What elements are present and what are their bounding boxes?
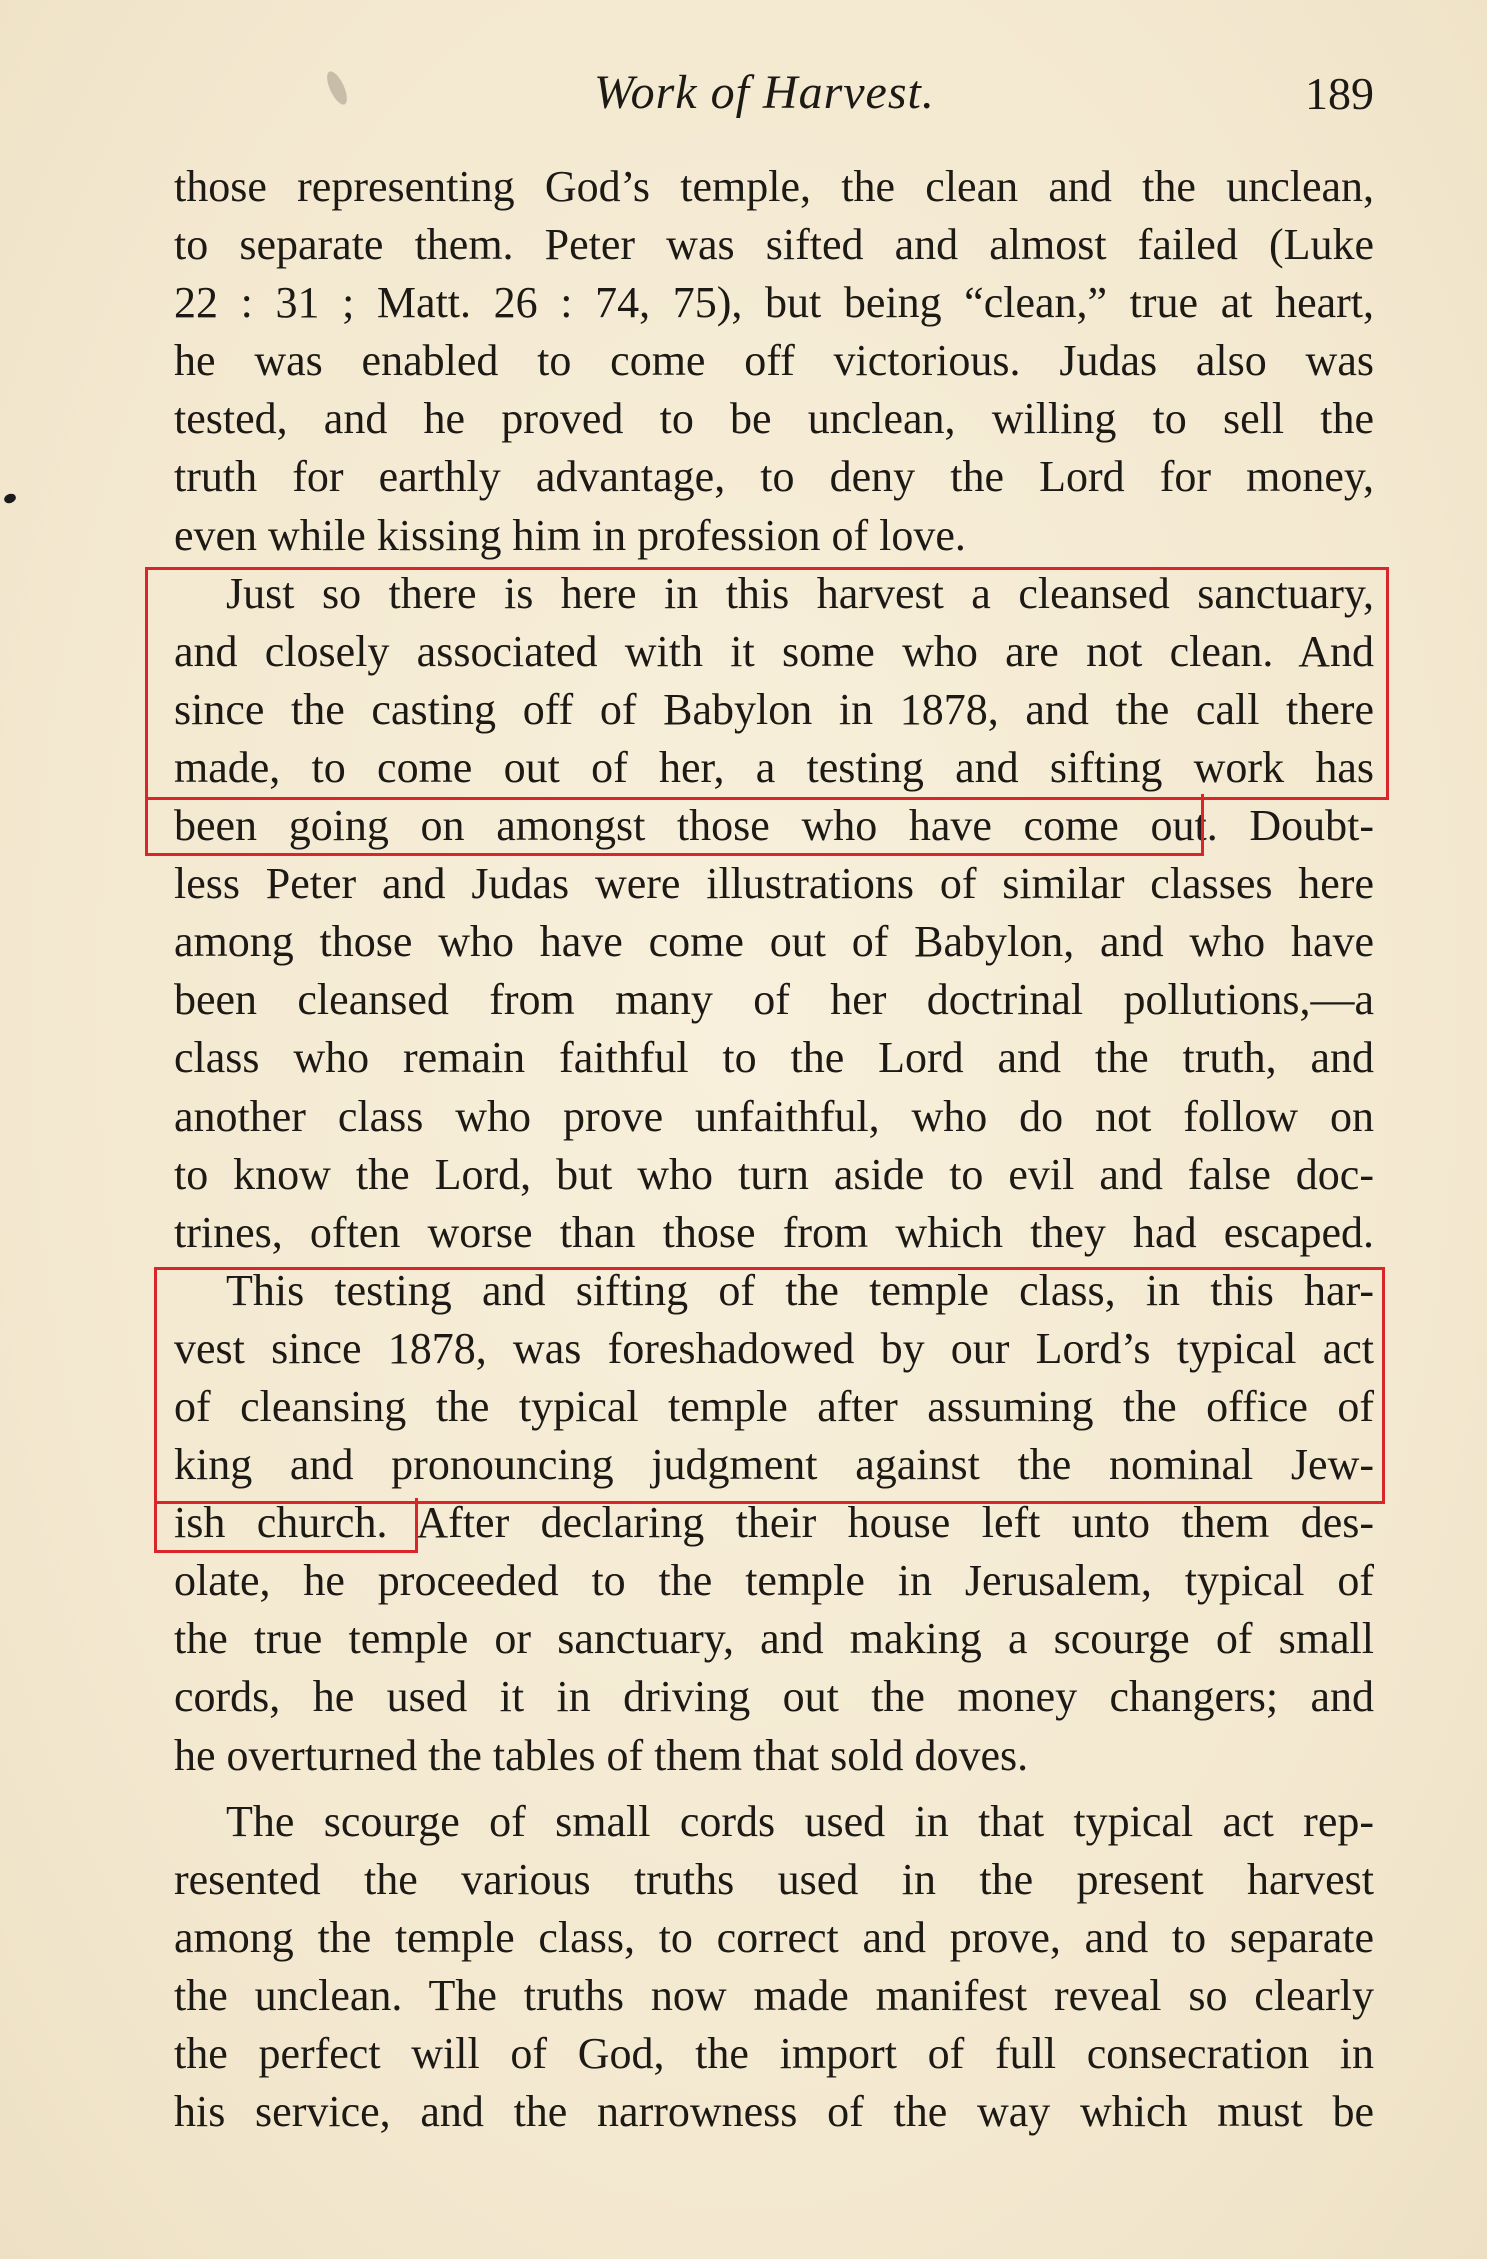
text-line: less Peter and Judas were illustrations of similar classes here [174, 859, 1374, 909]
text-line: made, to come out of her, a testing and sifting work has [174, 742, 1374, 792]
text-line: he overturned the tables of them that sold doves. [174, 1730, 1029, 1780]
text-line: to know the Lord, but who turn aside to evil and false doc- [174, 1149, 1374, 1199]
text-line: he was enabled to come off victorious. Judas also was [174, 336, 1374, 386]
text-line: those representing God’s temple, the clean and the unclean, [174, 162, 1374, 211]
text-line: ish church. After declaring their house left unto them des- [174, 1498, 1374, 1548]
text-line: trines, often worse than those from which they had escaped. [174, 1207, 1374, 1257]
text-line: his service, and the narrowness of the way which must be [174, 2087, 1374, 2137]
text-line: the true temple or sanctuary, and making a scourge of small [174, 1614, 1374, 1664]
running-title: Work of Harvest. [594, 66, 935, 119]
page-header [174, 55, 1374, 125]
text-line: cords, he used it in driving out the money changers; and [174, 1672, 1374, 1722]
text-line: truth for earthly advantage, to deny the Lord for money, [174, 452, 1374, 502]
text-line: even while kissing him in profession of love. [174, 510, 966, 560]
text-line: to separate them. Peter was sifted and almost failed (Luke [174, 220, 1374, 270]
text-line: among those who have come out of Babylon, and who have [174, 917, 1374, 967]
text-line: been cleansed from many of her doctrinal pollutions,—a [174, 975, 1374, 1025]
text-line: class who remain faithful to the Lord and the truth, and [174, 1033, 1374, 1083]
text-line: tested, and he proved to be unclean, willing to sell the [174, 394, 1374, 444]
page-number: 189 [1305, 68, 1374, 119]
text-line: resented the various truths used in the present harvest [174, 1854, 1374, 1904]
body-text [174, 158, 1374, 2141]
text-line: olate, he proceeded to the temple in Jerusalem, typical of [174, 1556, 1374, 1606]
text-line: been going on amongst those who have come out. Doubt- [174, 801, 1374, 851]
text-line: king and pronouncing judgment against the nominal Jew- [174, 1440, 1374, 1490]
text-line: the perfect will of God, the import of full consecration in [174, 2029, 1374, 2078]
text-line: among the temple class, to correct and prove, and to separate [174, 1912, 1374, 1962]
text-line: since the casting off of Babylon in 1878, and the call there [174, 684, 1374, 734]
text-line: Just so there is here in this harvest a cleansed sanctuary, [226, 568, 1374, 618]
text-line: another class who prove unfaithful, who do not follow on [174, 1091, 1374, 1141]
text-line: the unclean. The truths now made manifest reveal so clearly [174, 1970, 1374, 2020]
text-line: This testing and sifting of the temple class, in this har- [226, 1265, 1374, 1315]
text-line: 22 : 31 ; Matt. 26 : 74, 75), but being “clean,” true at heart, [174, 278, 1374, 328]
text-line: The scourge of small cords used in that typical act rep- [226, 1796, 1374, 1846]
text-line: of cleansing the typical temple after assuming the office of [174, 1381, 1374, 1431]
text-line: vest since 1878, was foreshadowed by our Lord’s typical act [174, 1323, 1374, 1373]
ink-speck [3, 492, 17, 505]
text-line: and closely associated with it some who are not clean. And [174, 626, 1374, 676]
